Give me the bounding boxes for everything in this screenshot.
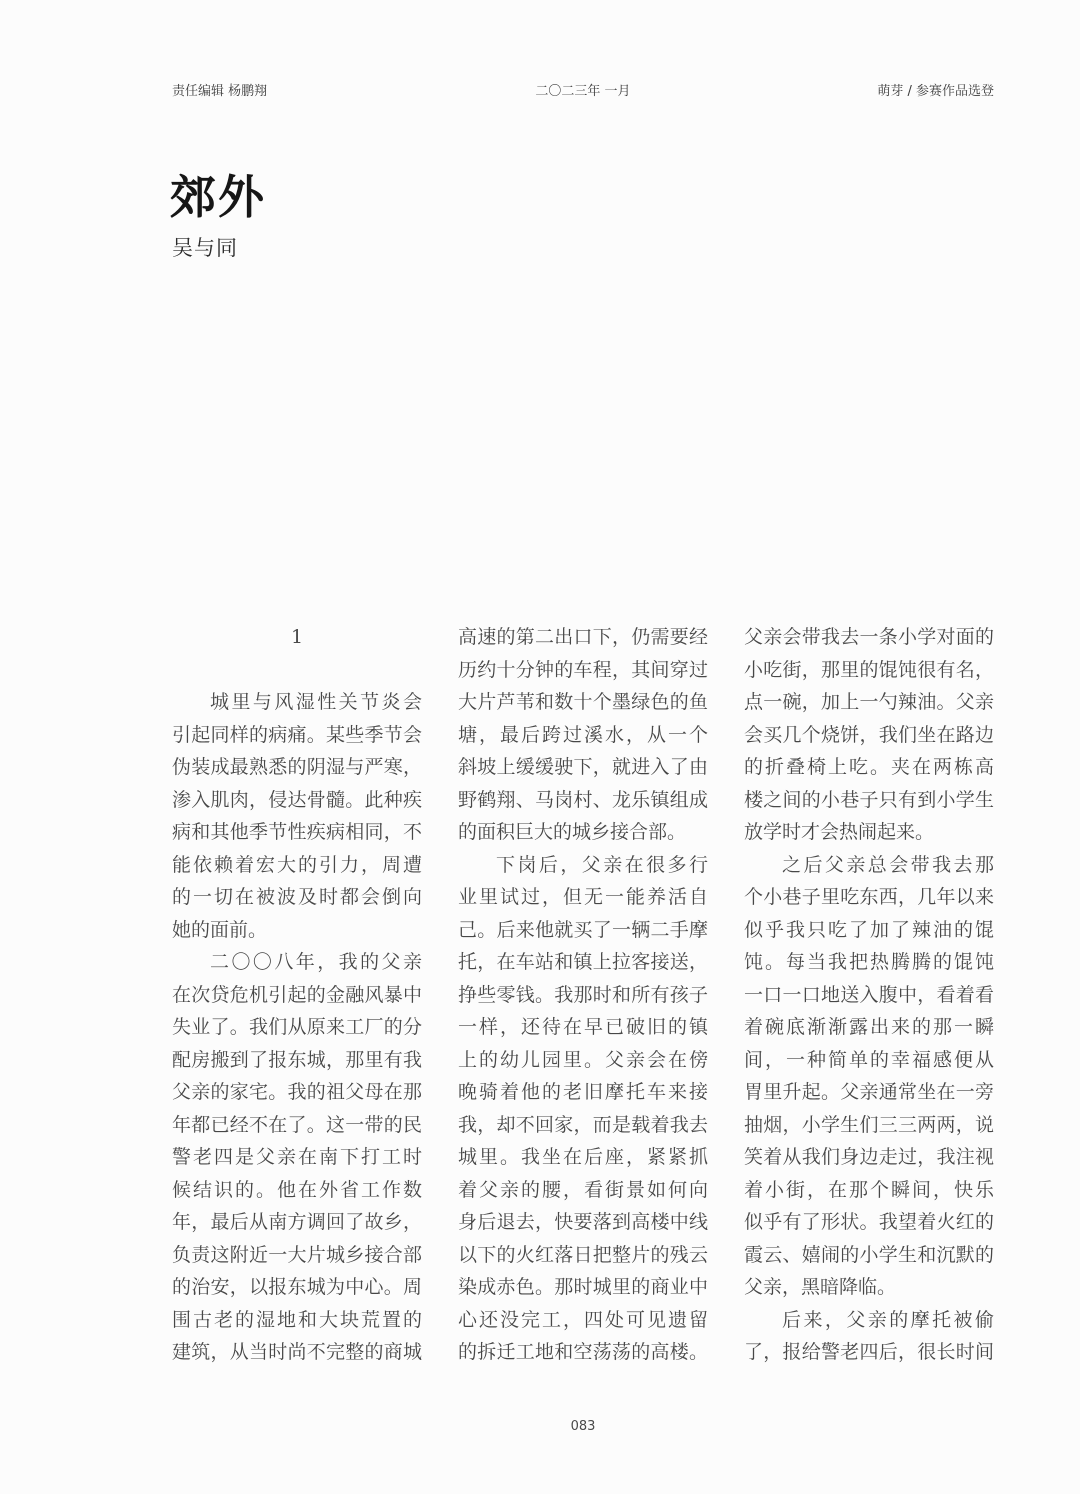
- paragraph: [744, 621, 994, 849]
- text-line: 心还没完工，四处可见遗留: [458, 1308, 708, 1331]
- text-line: 似乎有了形状。我望着火红的: [744, 1211, 994, 1233]
- text-line: 城里与风湿性关节炎会: [210, 691, 422, 713]
- text-line: 一口一口地送入腹中，看着看: [744, 983, 994, 1006]
- text-line: 霞云、嬉闹的小学生和沉默的: [744, 1243, 994, 1266]
- text-line: 晚骑着他的老旧摩托车来接: [458, 1081, 708, 1103]
- text-line: 塘，最后跨过溪水，从一个: [458, 723, 708, 746]
- text-line: 笑着从我们身边走过，我注视: [744, 1146, 994, 1168]
- text-line: 城里。我坐在后座，紧紧抓: [458, 1146, 708, 1168]
- paragraph: [458, 621, 708, 849]
- text-line: 己。后来他就买了一辆二手摩: [458, 918, 708, 941]
- text-line: 她的面前。: [172, 918, 268, 941]
- text-line: 年，最后从南方调回了故乡，: [172, 1211, 422, 1233]
- paragraph: [744, 1304, 994, 1369]
- paragraph: [172, 946, 422, 1369]
- text-line: 小吃街，那里的馄饨很有名，: [744, 658, 994, 681]
- text-line: 了，报给警老四后，很长时间: [744, 1341, 994, 1363]
- text-line: 个小巷子里吃东西，几年以来: [744, 886, 994, 908]
- text-line: 渗入肌肉，侵达骨髓。此种疾: [172, 788, 422, 811]
- text-line: 托，在车站和镇上拉客接送，: [458, 951, 708, 973]
- text-line: 之后父亲总会带我去那: [782, 853, 994, 876]
- section-gap: [172, 654, 422, 687]
- section-number: 1: [290, 626, 304, 648]
- body-column-1: [172, 621, 422, 1369]
- text-line: 的面积巨大的城乡接合部。: [458, 821, 687, 843]
- body-column-2: [458, 621, 708, 1369]
- text-line: 楼之间的小巷子只有到小学生: [744, 788, 994, 811]
- text-line: 点一碗，加上一勺辣油。父亲: [744, 691, 994, 713]
- text-line: 在次贷危机引起的金融风暴中: [172, 983, 422, 1006]
- article-author: 吴与同: [172, 236, 238, 260]
- text-line: 的一切在被波及时都会倒向: [172, 886, 422, 908]
- text-line: 野鹤翔、马岗村、龙乐镇组成: [458, 788, 708, 811]
- text-line: 引起同样的病痛。某些季节会: [172, 723, 422, 746]
- text-line: 父亲的家宅。我的祖父母在那: [172, 1081, 422, 1103]
- text-line: 大片芦苇和数十个墨绿色的鱼: [458, 691, 708, 713]
- text-line: 间，一种简单的幸福感便从: [744, 1048, 994, 1071]
- text-line: 身后退去，快要落到高楼中线: [458, 1211, 708, 1233]
- text-line: 父亲会带我去一条小学对面的: [744, 626, 994, 648]
- text-line: 负责这附近一大片城乡接合部: [172, 1243, 422, 1266]
- text-line: 病和其他季节性疾病相同，不: [172, 821, 422, 843]
- text-line: 下岗后，父亲在很多行: [496, 853, 708, 876]
- text-line: 着小街，在那个瞬间，快乐: [744, 1178, 994, 1201]
- text-line: 以下的火红落日把整片的残云: [458, 1243, 708, 1266]
- paragraph: [458, 849, 708, 1369]
- text-line: 二〇〇八年，我的父亲: [210, 951, 422, 973]
- paragraph: [744, 849, 994, 1304]
- text-line: 斜坡上缓缓驶下，就进入了由: [458, 756, 708, 778]
- text-line: 的折叠椅上吃。夹在两栋高: [744, 756, 994, 778]
- paragraph: [172, 686, 422, 946]
- text-line: 警老四是父亲在南下打工时: [172, 1146, 422, 1168]
- text-line: 的治安，以报东城为中心。周: [172, 1276, 422, 1298]
- text-line: 放学时才会热闹起来。: [744, 821, 935, 843]
- text-line: 配房搬到了报东城，那里有我: [172, 1048, 422, 1071]
- text-line: 着碗底渐渐露出来的那一瞬: [744, 1016, 994, 1038]
- text-line: 似乎我只吃了加了辣油的馄: [744, 918, 994, 941]
- text-line: 伪装成最熟悉的阴湿与严寒，: [172, 756, 422, 778]
- text-line: 建筑，从当时尚不完整的商城: [172, 1341, 422, 1363]
- text-line: 挣些零钱。我那时和所有孩子: [458, 983, 708, 1006]
- text-line: 的拆迁工地和空荡荡的高楼。: [458, 1341, 708, 1363]
- header-date: 二〇二三年 一月: [535, 84, 631, 99]
- text-line: 一样，还待在早已破旧的镇: [458, 1016, 708, 1038]
- text-line: 上的幼儿园里。父亲会在傍: [458, 1048, 708, 1071]
- page-number: 083: [570, 1419, 596, 1434]
- text-line: 失业了。我们从原来工厂的分: [172, 1016, 422, 1038]
- text-line: 父亲，黑暗降临。: [744, 1276, 897, 1298]
- text-line: 能依赖着宏大的引力，周遭: [172, 853, 422, 876]
- text-line: 高速的第二出口下，仍需要经: [458, 626, 708, 648]
- text-line: 会买几个烧饼，我们坐在路边: [744, 723, 994, 746]
- text-line: 历约十分钟的车程，其间穿过: [458, 658, 708, 681]
- text-line: 业里试过，但无一能养活自: [458, 886, 708, 908]
- header-section: 萌芽 / 参赛作品选登: [877, 84, 994, 99]
- text-line: 我，却不回家，而是载着我去: [458, 1113, 708, 1136]
- text-line: 候结识的。他在外省工作数: [172, 1178, 422, 1201]
- article-title: 郊外: [170, 170, 266, 224]
- text-line: 着父亲的腰，看街景如何向: [458, 1178, 708, 1201]
- text-line: 饨。每当我把热腾腾的馄饨: [744, 951, 994, 973]
- text-line: 后来，父亲的摩托被偷: [782, 1308, 994, 1331]
- body-column-3: [744, 621, 994, 1369]
- header-editor: 责任编辑 杨鹏翔: [172, 84, 268, 99]
- text-line: 围古老的湿地和大块荒置的: [172, 1308, 422, 1331]
- text-line: 染成赤色。那时城里的商业中: [458, 1276, 708, 1298]
- text-line: 抽烟，小学生们三三两两，说: [744, 1113, 994, 1136]
- text-line: 胃里升起。父亲通常坐在一旁: [744, 1081, 994, 1103]
- text-line: 年都已经不在了。这一带的民: [172, 1113, 422, 1136]
